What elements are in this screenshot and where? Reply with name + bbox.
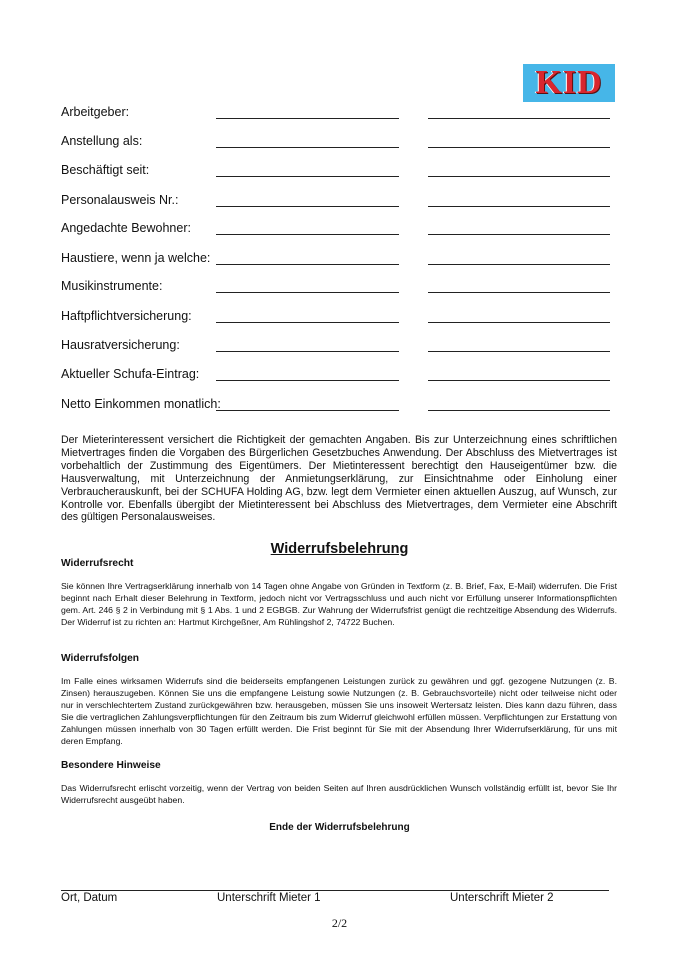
field-row-employed-since [61,160,621,182]
fill-line-left[interactable] [216,351,399,352]
fill-line-left[interactable] [216,292,399,293]
fill-line-left[interactable] [216,206,399,207]
fill-line-right[interactable] [428,206,610,207]
field-label: Aktueller Schufa-Eintrag: [61,367,200,381]
page-number: 2/2 [331,916,348,930]
fill-line-left[interactable] [216,118,399,119]
fill-line-right[interactable] [428,234,610,235]
field-label: Haustiere, wenn ja welche: [61,251,211,265]
fill-line-left[interactable] [216,380,399,381]
withdrawal-title: Widerrufsbelehrung [270,541,409,557]
logo-text: KID [535,64,603,101]
field-label: Haftpflichtversicherung: [61,309,192,323]
tenant2-signature-label: Unterschrift Mieter 2 [450,892,554,904]
field-row-pets [61,248,621,270]
field-row-position [61,131,621,153]
fill-line-right[interactable] [428,380,610,381]
field-row-residents [61,218,621,240]
fill-line-left[interactable] [216,322,399,323]
field-label: Beschäftigt seit: [61,163,150,177]
kid-logo [523,64,615,102]
field-row-employer [61,102,621,124]
fill-line-left[interactable] [216,176,399,177]
fill-line-right[interactable] [428,147,610,148]
fill-line-left[interactable] [216,264,399,265]
fill-line-left[interactable] [216,147,399,148]
fill-line-right[interactable] [428,351,610,352]
fill-line-left[interactable] [216,410,399,411]
withdrawal-right-text: Sie können Ihre Vertragserklärung innerhalb von 14 Tagen ohne Angabe von Gründen in Textform (z. B. Brief, Fax, E-Mail) widerrufen. Die Frist beginnt nach Erhalt dieser Belehrung in Textform, jedoch nicht vor Vertragsschluss und auch nicht vor Erfüllung unserer Informationspflichten gem. Art. 246 § 2 in Verbindung mit § 1 Abs. 1 und 2 EGBGB. Zur Wahrung der Widerrufsfrist genügt die rechtzeitige Absendung des Widerrufs. Der Widerruf ist zu richten an: Hartmut Kirchgeßner, Am Rühlingshof 2, 74722 Buchen. [61,581,617,628]
fill-line-right[interactable] [428,264,610,265]
declaration-paragraph: Der Mieterinteressent versichert die Richtigkeit der gemachten Angaben. Bis zur Unterzeichnung eines schriftlichen Mietvertrages finden die Vorgaben des Bürgerlichen Gesetzbuches Anwendung. Der Abschluss des Mietvertrages ist vorbehaltlich der Zustimmung des Eigentümers. Der Mietinteressent berechtigt den Hauseigentümer bzw. die Hausverwaltung, mit Unterzeichnung der Anmietungserklärung, zur Einsichtnahme oder Einholung einer Verbraucherauskunft, bei der SCHUFA Holding AG, bzw. legt dem Vermieter einen aktuellen Auszug, auf Wunsch, zur Kontrolle vor. Ebenfalls übergibt der Mietinteressent bei Abschluss des Mietvertrages, dem Vermieter eine Abschrift des gültigen Personalausweises. [61,434,617,524]
field-label: Arbeitgeber: [61,105,130,119]
field-label: Personalausweis Nr.: [61,193,179,207]
field-row-instruments [61,276,621,298]
fill-line-right[interactable] [428,410,610,411]
field-label: Musikinstrumente: [61,279,163,293]
fill-line-right[interactable] [428,118,610,119]
field-label: Netto Einkommen monatlich: [61,397,221,411]
place-date-label: Ort, Datum [61,892,118,904]
signature-line[interactable] [61,890,609,891]
withdrawal-consequences-text: Im Falle eines wirksamen Widerrufs sind die beiderseits empfangenen Leistungen zurück zu gewähren und ggf. gezogene Nutzungen (z. B. Zinsen) herauszugeben. Können Sie uns die empfangene Leistung sowie Nutzungen (z. B. Gebrauchsvorteile) nicht oder teilweise nicht oder nur in verschlechtertem Zustand zurückgewähren bzw. herausgeben, müssen Sie uns insoweit Wertersatz leisten. Dies kann dazu führen, dass Sie die vertraglichen Zahlungsverpflichtungen für den Zeitraum bis zum Widerruf gleichwohl erfüllen müssen. Verpflichtungen zur Erstattung von Zahlungen müssen innerhalb von 30 Tagen erfüllt werden. Die Frist beginnt für Sie mit der Absendung Ihrer Widerrufserklärung, für uns mit deren Empfang. [61,676,617,747]
withdrawal-consequences-heading: Widerrufsfolgen [61,653,140,664]
field-row-net-income [61,394,621,416]
fill-line-left[interactable] [216,234,399,235]
field-label: Angedachte Bewohner: [61,221,191,235]
tenant1-signature-label: Unterschrift Mieter 1 [217,892,321,904]
fill-line-right[interactable] [428,322,610,323]
field-row-id-number [61,190,621,212]
fill-line-right[interactable] [428,176,610,177]
fill-line-right[interactable] [428,292,610,293]
field-row-household-insurance [61,335,621,357]
field-label: Hausratversicherung: [61,338,180,352]
field-row-liability-insurance [61,306,621,328]
withdrawal-right-heading: Widerrufsrecht [61,558,134,569]
special-notes-heading: Besondere Hinweise [61,760,161,771]
withdrawal-end: Ende der Widerrufsbelehrung [269,822,410,833]
special-notes-text: Das Widerrufsrecht erlischt vorzeitig, wenn der Vertrag von beiden Seiten auf Ihren ausdrücklichen Wunsch vollständig erfüllt ist, bevor Sie Ihr Widerrufsrecht ausgeübt haben. [61,783,617,806]
field-label: Anstellung als: [61,134,143,148]
field-row-schufa [61,364,621,386]
